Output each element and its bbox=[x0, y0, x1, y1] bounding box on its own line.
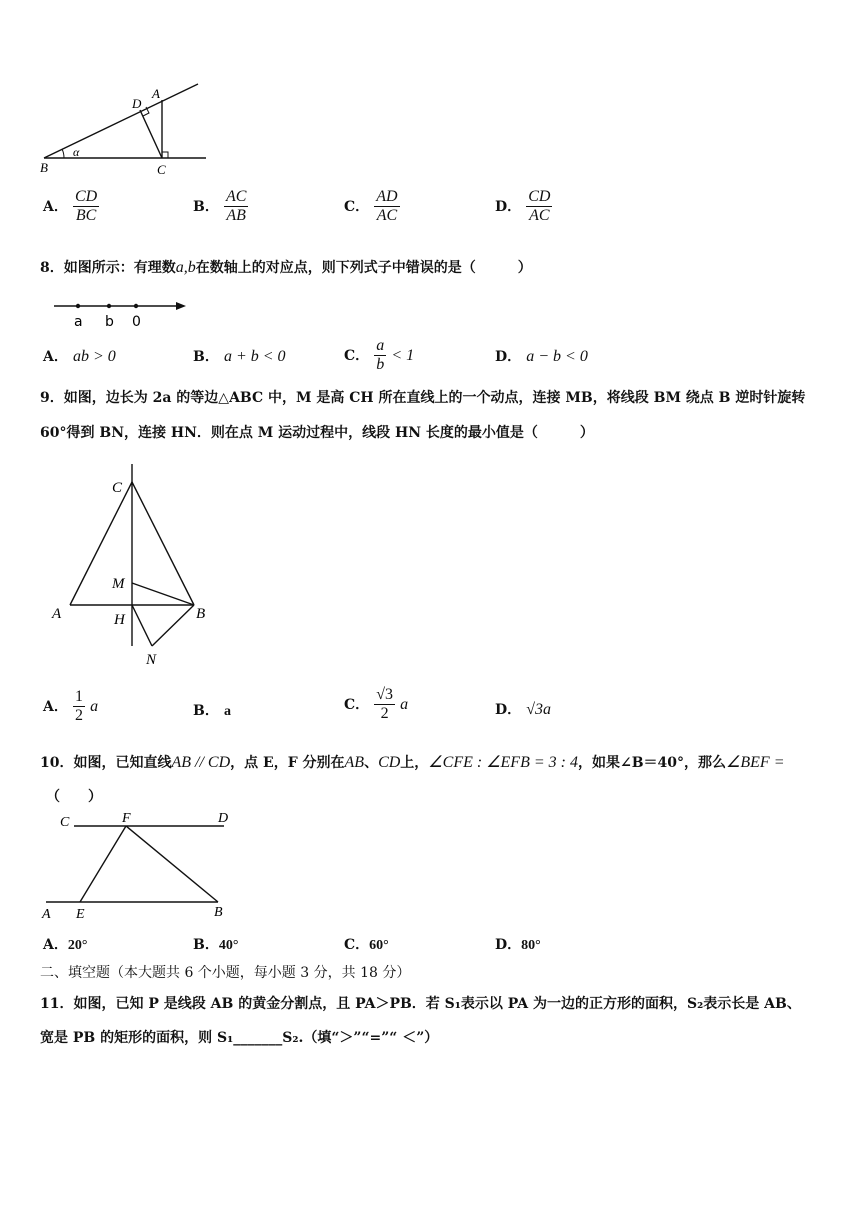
q8-number-line bbox=[50, 296, 190, 330]
fraction: $\frac{CD}{AC}$ bbox=[528, 188, 551, 224]
q8-option-d: D． a − b < 0 bbox=[495, 348, 588, 365]
label-C: C bbox=[112, 480, 123, 496]
q10-option-c: C．60° bbox=[344, 937, 389, 953]
label-F: F bbox=[122, 811, 131, 826]
q10-option-b: B．40° bbox=[193, 937, 239, 953]
q7-option-d bbox=[495, 188, 552, 225]
option-letter: B． bbox=[193, 199, 219, 215]
fraction: $\frac{AC}{AB}$ bbox=[225, 188, 247, 224]
section-title: 二、填空题（本大题共 6 个小题，每小题 3 分，共 18 分） bbox=[40, 965, 411, 981]
label-C: C bbox=[157, 162, 166, 177]
q9-option-a: A． $\frac{1}{2}$ a bbox=[43, 688, 99, 724]
q8-option-a: A． ab > 0 bbox=[43, 348, 116, 365]
label-N: N bbox=[146, 652, 157, 668]
q10-stem-line2: （ ） bbox=[46, 789, 102, 805]
label-B: B bbox=[196, 606, 206, 622]
label-C: C bbox=[60, 815, 70, 830]
q7-option-a bbox=[43, 188, 99, 225]
q7-option-b bbox=[193, 188, 248, 225]
q10-figure bbox=[38, 806, 238, 926]
label-D: D bbox=[132, 96, 142, 111]
label-A: A bbox=[152, 86, 160, 101]
label-M: M bbox=[112, 576, 125, 592]
option-letter: C． bbox=[344, 199, 370, 215]
label-A: A bbox=[52, 606, 62, 622]
fraction: $\frac{CD}{BC}$ bbox=[74, 188, 98, 224]
q10-stem-line1: 10．如图，已知直线AB // CD，点 E，F 分别在AB、CD上，∠CFE : ∠EFB = 3 : 4，如果∠B＝40°，那么∠BEF = bbox=[40, 754, 785, 771]
option-letter: D． bbox=[495, 199, 522, 215]
q8-option-b: B． a + b < 0 bbox=[193, 348, 286, 365]
label-B: B bbox=[40, 160, 48, 175]
q9-option-c: C． $\frac{√3}{2}$ a bbox=[344, 686, 409, 722]
q8-stem: 8．如图所示：有理数a,b在数轴上的对应点，则下列式子中错误的是（ ） bbox=[40, 259, 532, 276]
fraction: $\frac{1}{2}$ bbox=[74, 688, 83, 724]
q10-option-d: D．80° bbox=[495, 937, 541, 953]
fraction: $\frac{a}{b}$ bbox=[376, 337, 385, 373]
q7-figure bbox=[36, 78, 216, 178]
q8-option-c: C． $\frac{a}{b}$ < 1 bbox=[344, 337, 415, 373]
q9-option-b: B． a bbox=[193, 703, 231, 719]
q9-option-d: D． √3a bbox=[495, 701, 552, 718]
label-alpha: α bbox=[73, 145, 80, 159]
axis-label-b: b bbox=[105, 314, 114, 330]
option-letter: A． bbox=[43, 199, 68, 215]
label-H: H bbox=[114, 612, 125, 628]
q10-option-a: A．20° bbox=[43, 937, 88, 953]
label-B: B bbox=[214, 905, 223, 920]
q9-figure bbox=[48, 460, 223, 672]
axis-label-0: 0 bbox=[132, 314, 141, 330]
q7-option-c bbox=[344, 188, 400, 225]
axis-label-a: a bbox=[74, 314, 83, 330]
label-D: D bbox=[218, 811, 229, 826]
fraction: $\frac{AD}{AC}$ bbox=[376, 188, 398, 224]
fraction: $\frac{√3}{2}$ bbox=[376, 686, 394, 722]
label-A: A bbox=[42, 907, 51, 922]
q11-stem-line1: 11．如图，已知 P 是线段 AB 的黄金分割点，且 PA＞PB．若 S₁表示以 PA 为一边的正方形的面积，S₂表示长是 AB、 bbox=[40, 996, 801, 1012]
q11-stem-line2: 宽是 PB 的矩形的面积，则 S₁_______S₂.（填“＞”“=”“ ＜”） bbox=[40, 1030, 439, 1046]
q9-stem-line1: 9．如图，边长为 2a 的等边△ABC 中，M 是高 CH 所在直线上的一个动点，连接 MB，将线段 BM 绕点 B 逆时针旋转 bbox=[40, 390, 806, 406]
q9-stem-line2: 60°得到 BN，连接 HN．则在点 M 运动过程中，线段 HN 长度的最小值是（ ） bbox=[40, 425, 594, 441]
label-E: E bbox=[76, 907, 85, 922]
